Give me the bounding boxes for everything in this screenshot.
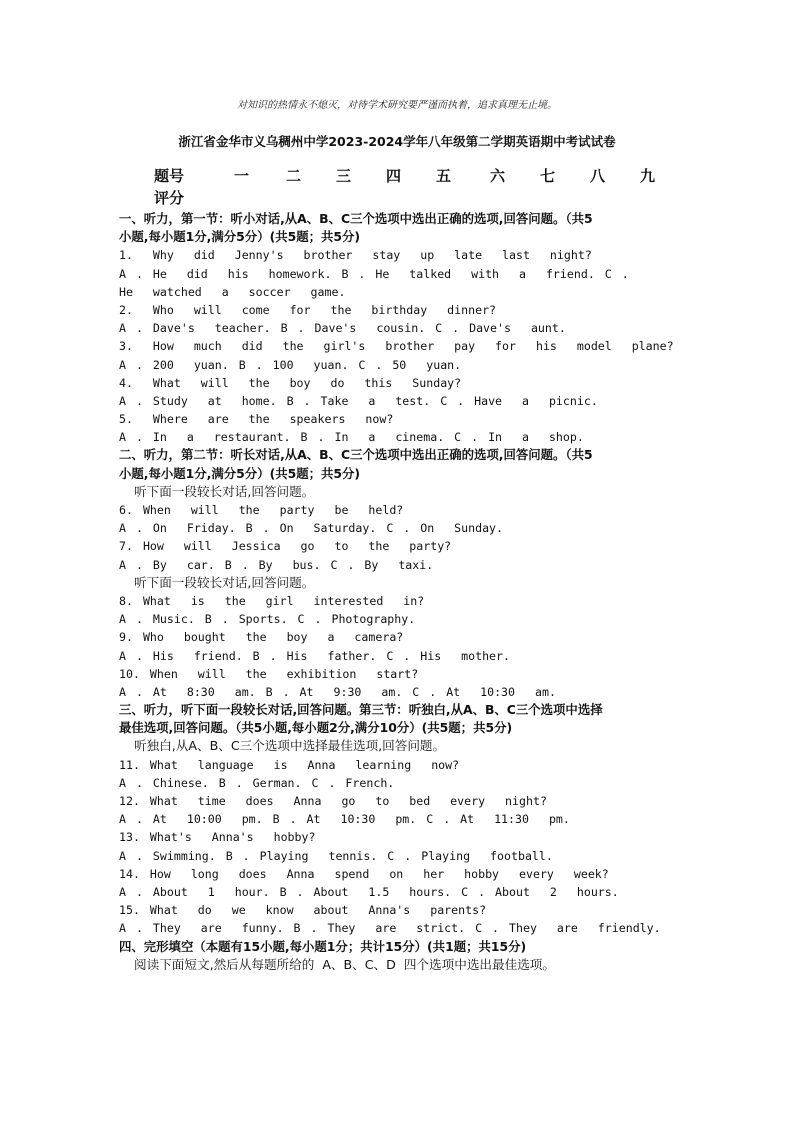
question-line: A . His friend. B . His father. C . His mother. bbox=[119, 648, 511, 663]
question-line: A . By car. B . By bus. C . By taxi. bbox=[119, 557, 434, 572]
section-heading: 最佳选项,回答问题。（共5小题,每小题2分,满分10分）(共5题；共5分) bbox=[119, 720, 513, 736]
question-line: 6. When will the party be held? bbox=[119, 503, 404, 517]
question-line: He watched a soccer game. bbox=[119, 284, 346, 299]
question-line: 4. What will the boy do this Sunday? bbox=[119, 375, 462, 390]
question-line: A . On Friday. B . On Saturday. C . On Sunday. bbox=[119, 521, 504, 536]
instruction-line: 阅读下面短文,然后从每题所给的 A、B、C、D 四个选项中选出最佳选项。 bbox=[134, 956, 555, 972]
instruction-line: 听独白,从A、B、C三个选项中选择最佳选项,回答问题。 bbox=[134, 738, 446, 754]
section-heading: 小题,每小题1分,满分5分）(共5题；共5分) bbox=[119, 465, 361, 481]
section-heading: 一、听力，第一节：听小对话,从A、B、C三个选项中选出正确的选项,回答问题。（共5 bbox=[119, 211, 593, 226]
question-line: 13. What's Anna's hobby? bbox=[119, 830, 316, 845]
question-line: A . Study at home. B . Take a test. C . Have a picnic. bbox=[119, 393, 598, 408]
question-line: 10. When will the exhibition start? bbox=[119, 666, 419, 681]
question-line: 2. Who will come for the birthday dinner? bbox=[119, 302, 497, 317]
instruction-line: 听下面一段较长对话,回答问题。 bbox=[134, 574, 315, 590]
score-col-5: 五 bbox=[436, 167, 452, 185]
score-col-6: 六 bbox=[490, 167, 506, 185]
instruction-line: 听下面一段较长对话,回答问题。 bbox=[134, 483, 315, 499]
score-col-1: 一 bbox=[234, 167, 250, 185]
question-line: 8. What is the girl interested in? bbox=[119, 593, 425, 608]
score-col-4: 四 bbox=[386, 167, 402, 185]
section-heading: 四、完形填空（本题有15小题,每小题1分；共计15分）(共1题；共15分) bbox=[119, 938, 527, 954]
question-line: A . About 1 hour. B . About 1.5 hours. C . About 2 hours. bbox=[119, 884, 619, 899]
section-heading: 小题,每小题1分,满分5分）(共5题；共5分) bbox=[119, 229, 361, 245]
score-col-3: 三 bbox=[336, 167, 352, 185]
question-line: A . Music. B . Sports. C . Photography. bbox=[119, 612, 416, 627]
score-table-score-label: 评分 bbox=[154, 189, 185, 207]
question-line: A . At 8:30 am. B . At 9:30 am. C . At 10:30 am. bbox=[119, 684, 556, 699]
question-line: 11. What language is Anna learning now? bbox=[119, 757, 460, 772]
exam-content bbox=[119, 210, 679, 974]
question-line: A . Dave's teacher. B . Dave's cousin. C . Dave's aunt. bbox=[119, 321, 566, 336]
score-table-header-row bbox=[154, 165, 674, 187]
question-line: 1. Why did Jenny's brother stay up late last night? bbox=[119, 248, 592, 263]
question-line: 15. What do we know about Anna's parents? bbox=[119, 903, 487, 918]
question-line: A . Swimming. B . Playing tennis. C . Playing football. bbox=[119, 848, 553, 863]
question-line: A . At 10:00 pm. B . At 10:30 pm. C . At 11:30 pm. bbox=[119, 812, 570, 827]
question-line: 12. What time does Anna go to bed every night? bbox=[119, 794, 547, 808]
question-line: A . 200 yuan. B . 100 yuan. C . 50 yuan. bbox=[119, 357, 462, 372]
header-motto: 对知识的热情永不熄灭，对待学术研究要严谨而执着，追求真理无止境。 bbox=[237, 100, 557, 111]
question-line: 7. How will Jessica go to the party? bbox=[119, 539, 452, 554]
question-line: 14. How long does Anna spend on her hobby every week? bbox=[119, 866, 609, 881]
score-col-2: 二 bbox=[286, 167, 302, 185]
question-line: A . Chinese. B . German. C . French. bbox=[119, 775, 395, 790]
question-line: 3. How much did the girl's brother pay for his model plane? bbox=[119, 339, 674, 354]
question-line: 5. Where are the speakers now? bbox=[119, 412, 394, 427]
question-line: A . He did his homework. B . He talked with a friend. C . bbox=[119, 266, 629, 281]
score-col-8: 八 bbox=[590, 167, 606, 185]
question-line: A . In a restaurant. B . In a cinema. C . In a shop. bbox=[119, 430, 584, 445]
score-table-label: 题号 bbox=[154, 167, 185, 185]
question-line: 9. Who bought the boy a camera? bbox=[119, 630, 404, 645]
section-heading: 二、听力，第二节：听长对话,从A、B、C三个选项中选出正确的选项,回答问题。（共5 bbox=[119, 447, 593, 463]
score-col-7: 七 bbox=[540, 167, 556, 185]
section-heading: 三、听力，听下面一段较长对话,回答问题。第三节：听独白,从A、B、C三个选项中选择 bbox=[119, 702, 603, 718]
question-line: A . They are funny. B . They are strict. C . They are friendly. bbox=[119, 921, 661, 936]
exam-title: 浙江省金华市义乌稠州中学2023-2024学年八年级第二学期英语期中考试试卷 bbox=[178, 134, 616, 149]
score-col-9: 九 bbox=[640, 167, 656, 185]
